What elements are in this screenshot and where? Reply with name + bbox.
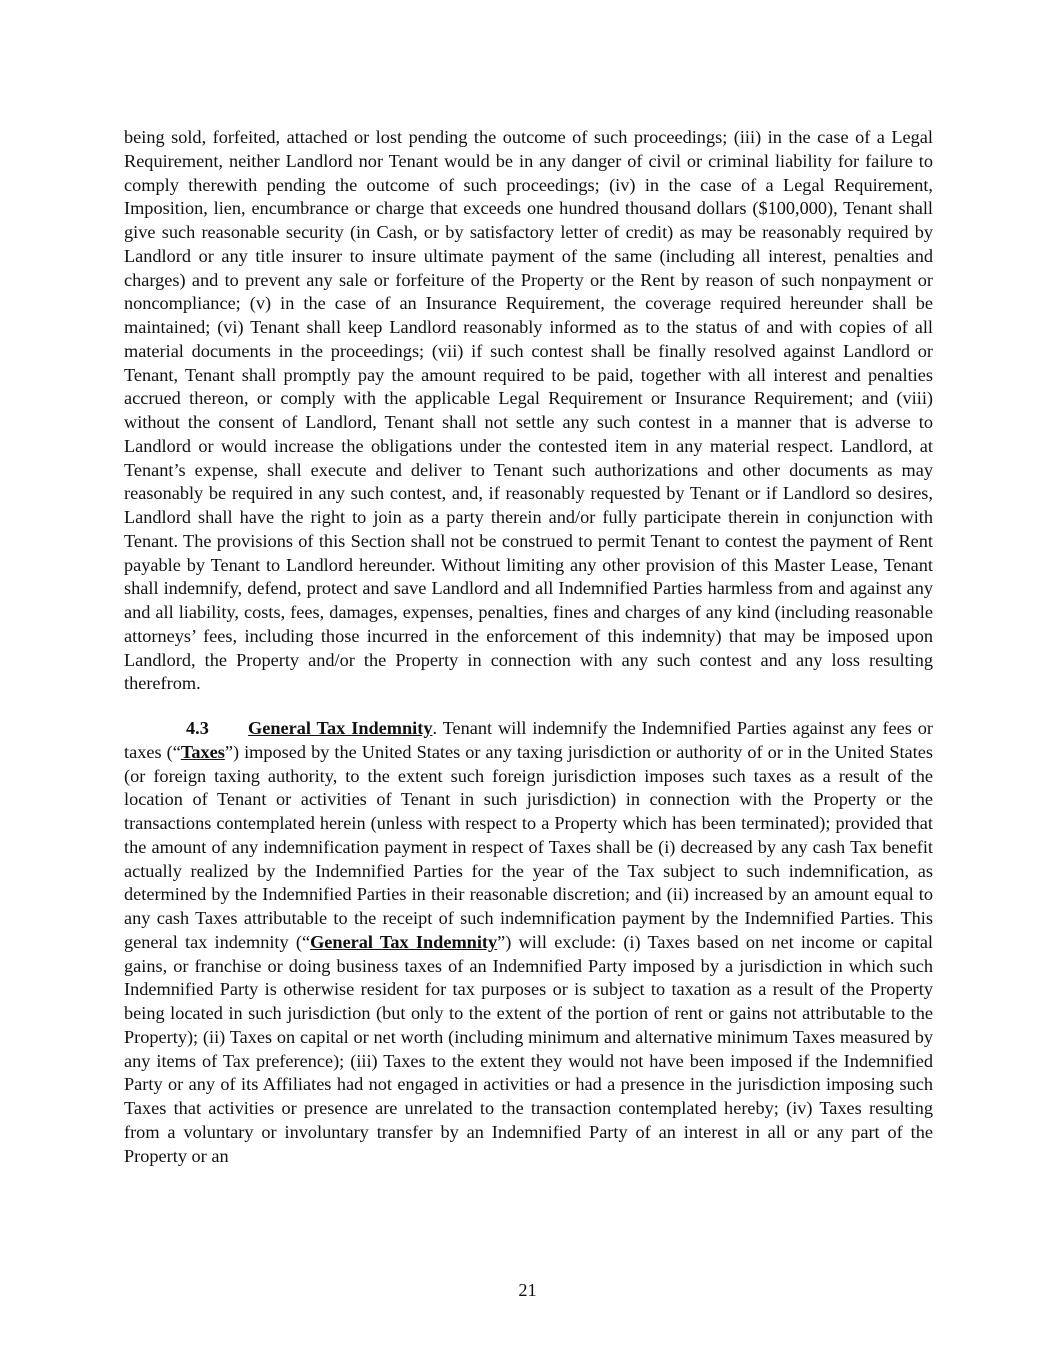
section-text-2: ”) imposed by the United States or any taxing jurisdiction or authority of or in the United States (or foreign taxing authority, to the extent such foreign jurisdiction imposes such taxes as a result of the location of Tenant or activities of Tenant in such jurisdiction) in connection with the Property or the transactions contemplated herein (unless with respect to a Property which has been terminated); provided that the amount of any indemnification payment in respect of Taxes shall be (i) decreased by any cash Tax benefit actually realized by the Indemnified Parties for the year of the Tax subject to such indemnification, as determined by the Indemnified Parties in their reasonable discretion; and (ii) increased by an amount equal to any cash Taxes attributable to the receipt of such indemnification payment by the Indemnified Parties. This general tax indemnity (“ [124, 741, 933, 952]
section-text-3: ”) will exclude: (i) Taxes based on net income or capital gains, or franchise or doing business taxes of an Indemnified Party imposed by a jurisdiction in which such Indemnified Party is otherwise resident for tax purposes or is subject to taxation as a result of the Property being located in such jurisdiction (but only to the extent of the portion of rent or gains not attributable to the Property); (ii) Taxes on capital or net worth (including minimum and alternative minimum Taxes measured by any items of Tax preference); (iii) Taxes to the extent they would not have been imposed if the Indemnified Party or any of its Affiliates had not engaged in activities or had a presence in the jurisdiction imposing such Taxes that activities or presence are unrelated to the transaction contemplated hereby; (iv) Taxes resulting from a voluntary or involuntary transfer by an Indemnified Party of an interest in all or any part of the Property or an [124, 931, 934, 1166]
defined-term-taxes: Taxes [180, 741, 225, 762]
section-heading: General Tax Indemnity [248, 718, 433, 738]
defined-term-general-tax-indemnity: General Tax Indemnity [310, 931, 498, 952]
paragraph-continued: being sold, forfeited, attached or lost pending the outcome of such proceedings; (iii) in the case of a Legal Requirement, neither Landlord nor Tenant would be in any danger of civil or criminal liability for failure to comply therewith pending the outcome of such proceedings; (iv) in the case of a Legal Requirement, Imposition, lien, encumbrance or charge that exceeds one hundred thousand dollars ($100,000), Tenant shall give such reasonable security (in Cash, or by satisfactory letter of credit) as may be reasonably required by Landlord or any title insurer to insure ultimate payment of the same (including all interest, penalties and charges) and to prevent any sale or forfeiture of the Property or the Rent by reason of such nonpayment or noncompliance; (v) in the case of an Insurance Requirement, the coverage required hereunder shall be maintained; (vi) Tenant shall keep Landlord reasonably informed as to the status of and with copies of all material documents in the proceedings; (vii) if such contest shall be finally resolved against Landlord or Tenant, Tenant shall promptly pay the amount required to be paid, together with all interest and penalties accrued thereon, or comply with the applicable Legal Requirement or Insurance Requirement; and (viii) without the consent of Landlord, Tenant shall not settle any such contest in a manner that is adverse to Landlord or would increase the obligations under the contested item in any material respect. Landlord, at Tenant’s expense, shall execute and deliver to Tenant such authorizations and other documents as may reasonably be required in any such contest, and, if reasonably requested by Tenant or if Landlord so desires, Landlord shall have the right to join as a party therein and/or fully participate therein in conjunction with Tenant. The provisions of this Section shall not be construed to permit Tenant to contest the payment of Rent payable by Tenant to Landlord hereunder. Without limiting any other provision of this Master Lease, Tenant shall indemnify, defend, protect and save Landlord and all Indemnified Parties harmless from and against any and all liability, costs, fees, damages, expenses, penalties, fines and charges of any kind (including reasonable attorneys’ fees, including those incurred in the enforcement of this indemnity) that may be imposed upon Landlord, the Property and/or the Property in connection with any such contest and any loss resulting therefrom. [124, 127, 933, 694]
page-body [124, 126, 933, 1168]
page-number: 21 [518, 1280, 537, 1300]
section-4-3-paragraph [124, 717, 933, 1168]
section-text-1: . Tenant will indemnify the Indemnified Parties against any fees or taxes (“ [124, 718, 933, 762]
section-number: 4.3 [186, 718, 209, 738]
